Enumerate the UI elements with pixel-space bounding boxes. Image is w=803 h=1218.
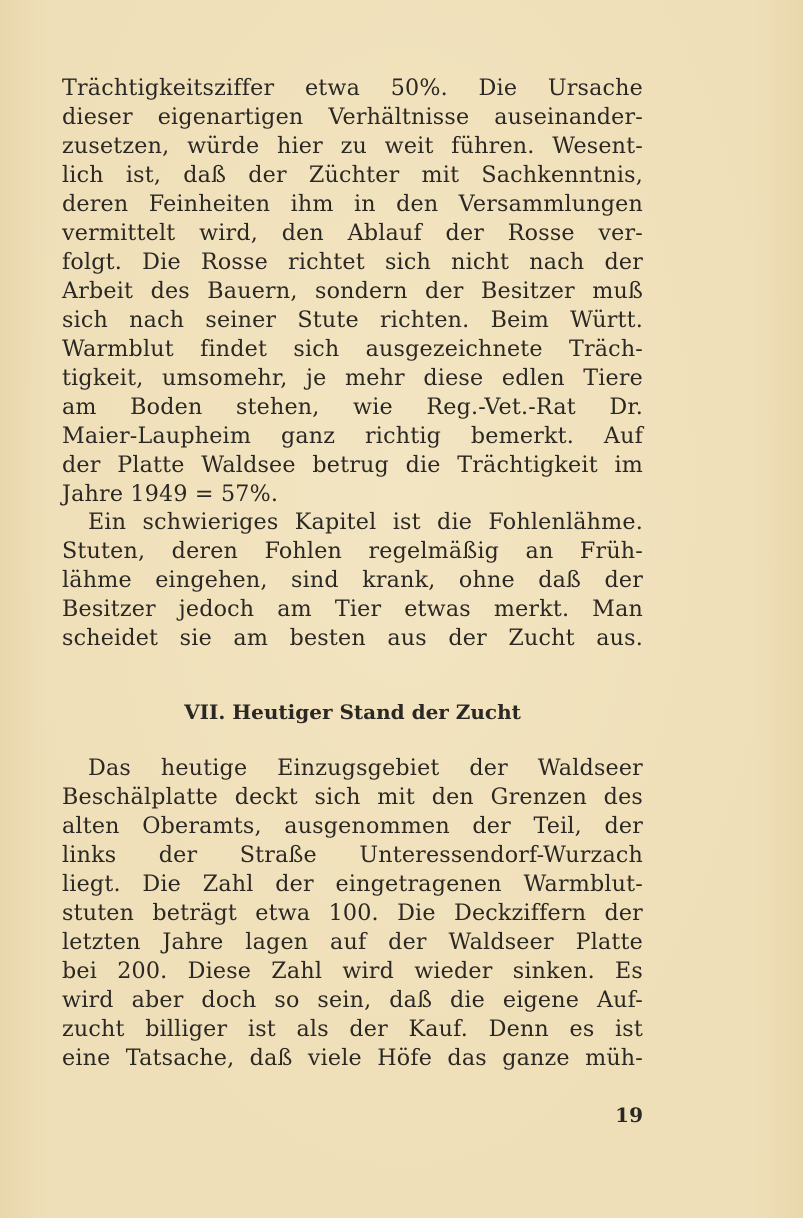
- text-line: Beschälplatte deckt sich mit den Grenzen des: [62, 784, 643, 810]
- paragraph-fohlenlahme: [62, 508, 643, 653]
- text-line: scheidet sie am besten aus der Zucht aus.: [62, 625, 643, 651]
- page-number: 19: [615, 1103, 643, 1127]
- text-line: stuten beträgt etwa 100. Die Deckziffern der: [62, 900, 643, 926]
- text-line: bei 200. Diese Zahl wird wieder sinken. Es: [62, 958, 643, 984]
- text-line: Besitzer jedoch am Tier etwas merkt. Man: [62, 596, 643, 622]
- text-line: vermittelt wird, den Ablauf der Rosse ver-: [62, 220, 643, 246]
- text-line: liegt. Die Zahl der eingetragenen Warmblut-: [62, 871, 643, 897]
- text-line: folgt. Die Rosse richtet sich nicht nach der: [62, 249, 643, 275]
- text-line: lähme eingehen, sind krank, ohne daß der: [62, 567, 643, 593]
- text-line: Maier-Laupheim ganz richtig bemerkt. Auf: [62, 423, 643, 449]
- text-line: deren Feinheiten ihm in den Versammlungen: [62, 191, 643, 217]
- paragraph-einzugsgebiet: [62, 754, 643, 1073]
- text-line: Jahre 1949 = 57%.: [62, 481, 279, 507]
- text-line: Ein schwieriges Kapitel ist die Fohlenlähme.: [88, 509, 643, 535]
- text-line: am Boden stehen, wie Reg.-Vet.-Rat Dr.: [62, 394, 643, 420]
- text-line: sich nach seiner Stute richten. Beim Württ.: [62, 307, 643, 333]
- text-line: Das heutige Einzugsgebiet der Waldseer: [88, 755, 643, 781]
- text-line: Warmblut findet sich ausgezeichnete Träch-: [62, 336, 643, 362]
- text-line: tigkeit, umsomehr, je mehr diese edlen Tiere: [62, 365, 643, 391]
- text-line: wird aber doch so sein, daß die eigene Auf-: [62, 987, 643, 1013]
- text-line: letzten Jahre lagen auf der Waldseer Platte: [62, 929, 643, 955]
- paragraph-trachtigkeit: [62, 74, 643, 509]
- text-line: zusetzen, würde hier zu weit führen. Wesent-: [62, 133, 643, 159]
- section-heading: VII. Heutiger Stand der Zucht: [184, 700, 521, 724]
- text-line: zucht billiger ist als der Kauf. Denn es ist: [62, 1016, 643, 1042]
- text-line: alten Oberamts, ausgenommen der Teil, der: [62, 813, 643, 839]
- text-line: Arbeit des Bauern, sondern der Besitzer muß: [62, 278, 643, 304]
- text-line: eine Tatsache, daß viele Höfe das ganze müh-: [62, 1045, 643, 1071]
- text-line: der Platte Waldsee betrug die Trächtigkeit im: [62, 452, 643, 478]
- text-line: dieser eigenartigen Verhältnisse auseinander-: [62, 104, 643, 130]
- text-line: Trächtigkeitsziffer etwa 50%. Die Ursache: [62, 75, 643, 101]
- text-line: links der Straße Unteressendorf-Wurzach: [62, 842, 643, 868]
- text-line: lich ist, daß der Züchter mit Sachkenntnis,: [62, 162, 643, 188]
- text-line: Stuten, deren Fohlen regelmäßig an Früh-: [62, 538, 643, 564]
